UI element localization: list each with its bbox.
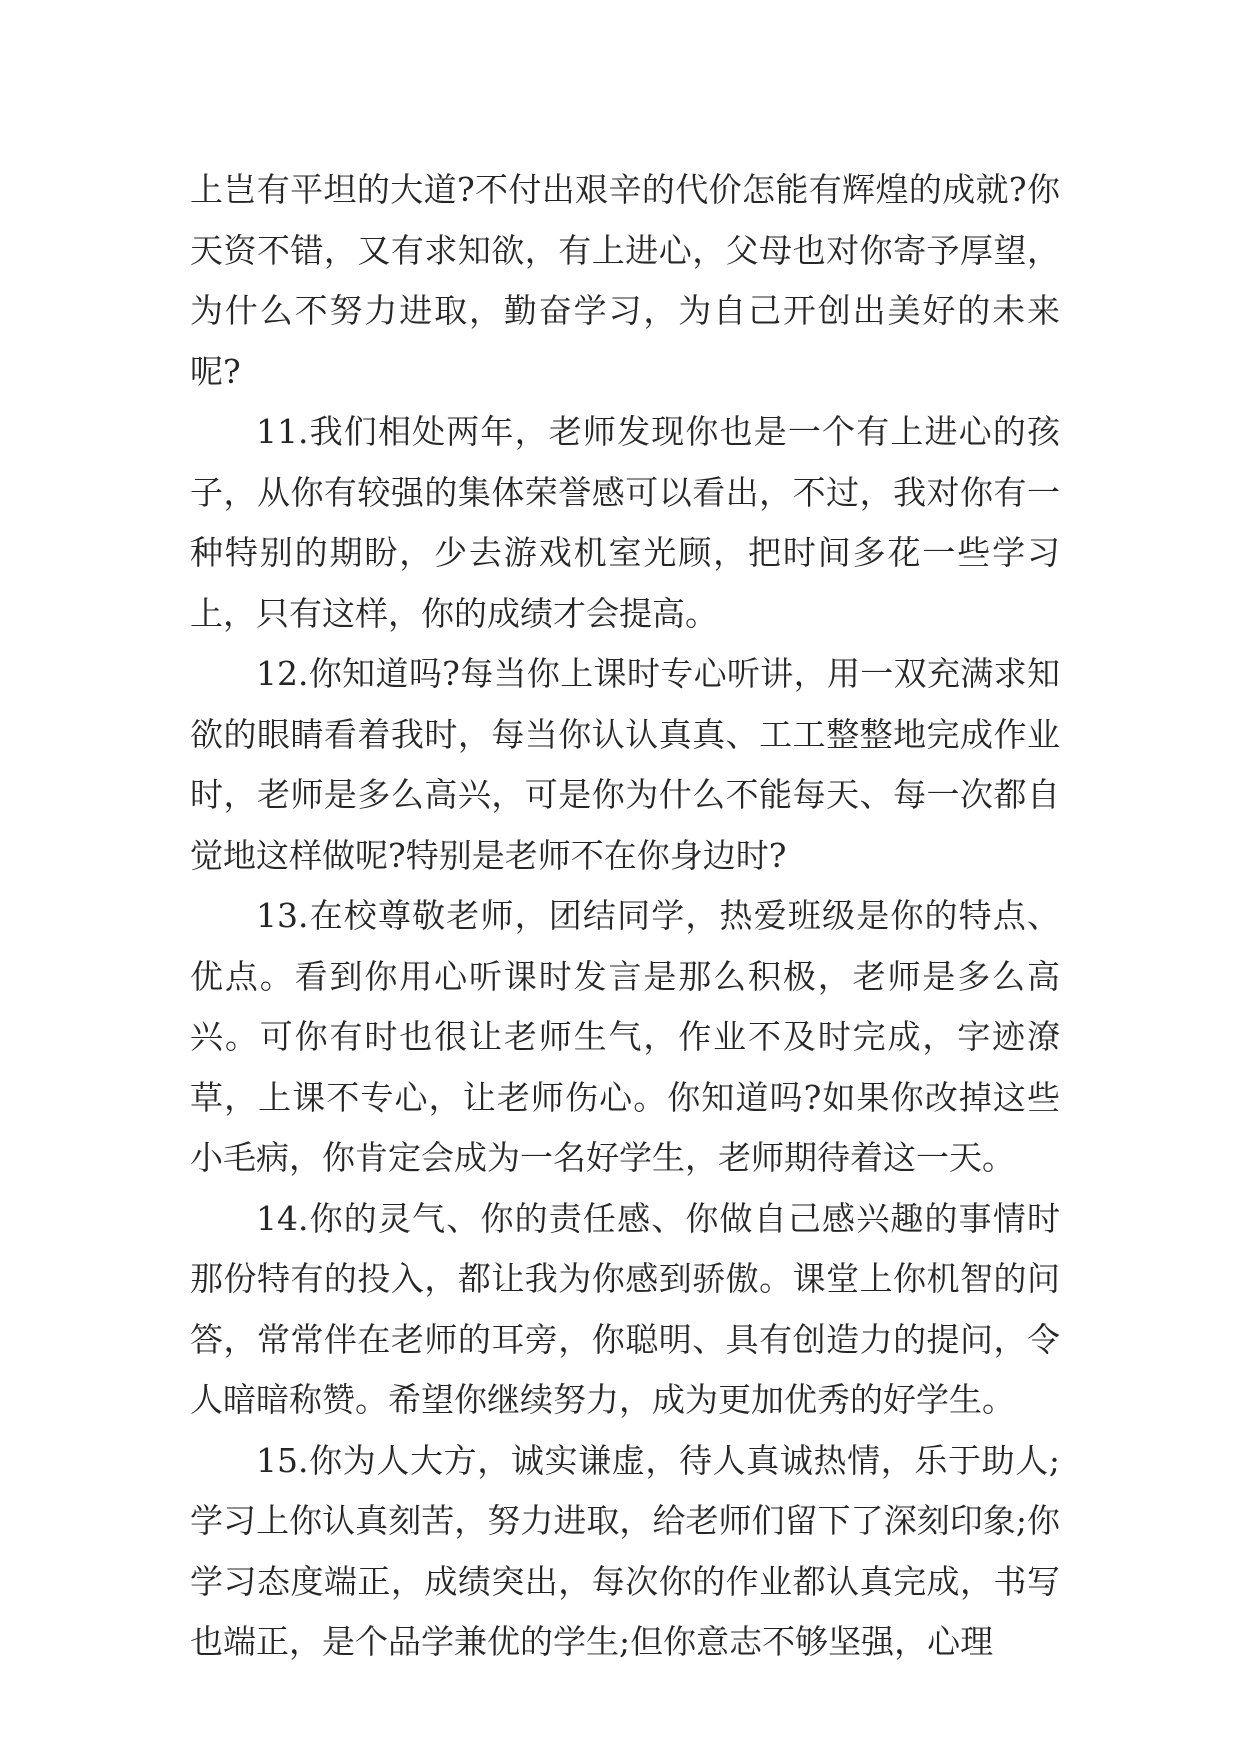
paragraph-item-13: 13.在校尊敬老师，团结同学，热爱班级是你的特点、优点。看到你用心听课时发言是那么积极，老师是多么高兴。可你有时也很让老师生气，作业不及时完成，字迹潦草，上课不专心，让老师伤心。你知道吗?如果你改掉这些小毛病，你肯定会成为一名好学生，老师期待着这一天。	[190, 896, 1060, 1177]
document-body	[190, 160, 1060, 1673]
paragraph-continuation: 上岂有平坦的大道?不付出艰辛的代价怎能有辉煌的成就?你天资不错，又有求知欲，有上进心，父母也对你寄予厚望，为什么不努力进取，勤奋学习，为自己开创出美好的未来呢?	[190, 170, 1060, 391]
paragraph-item-12: 12.你知道吗?每当你上课时专心听讲，用一双充满求知欲的眼睛看着我时，每当你认认真真、工工整整地完成作业时，老师是多么高兴，可是你为什么不能每天、每一次都自觉地这样做呢?特别是老师不在你身边时?	[190, 654, 1060, 875]
paragraph-item-15: 15.你为人大方，诚实谦虚，待人真诚热情，乐于助人;学习上你认真刻苦，努力进取，给老师们留下了深刻印象;你学习态度端正，成绩突出，每次你的作业都认真完成，书写也端正，是个品学兼优的学生;但你意志不够坚强，心理	[190, 1440, 1060, 1661]
paragraph-item-11: 11.我们相处两年，老师发现你也是一个有上进心的孩子，从你有较强的集体荣誉感可以看出，不过，我对你有一种特别的期盼，少去游戏机室光顾，把时间多花一些学习上，只有这样，你的成绩才会提高。	[190, 412, 1060, 633]
paragraph-item-14: 14.你的灵气、你的责任感、你做自己感兴趣的事情时那份特有的投入，都让我为你感到骄傲。课堂上你机智的问答，常常伴在老师的耳旁，你聪明、具有创造力的提问，令人暗暗称赞。希望你继续努力，成为更加优秀的好学生。	[190, 1198, 1060, 1419]
